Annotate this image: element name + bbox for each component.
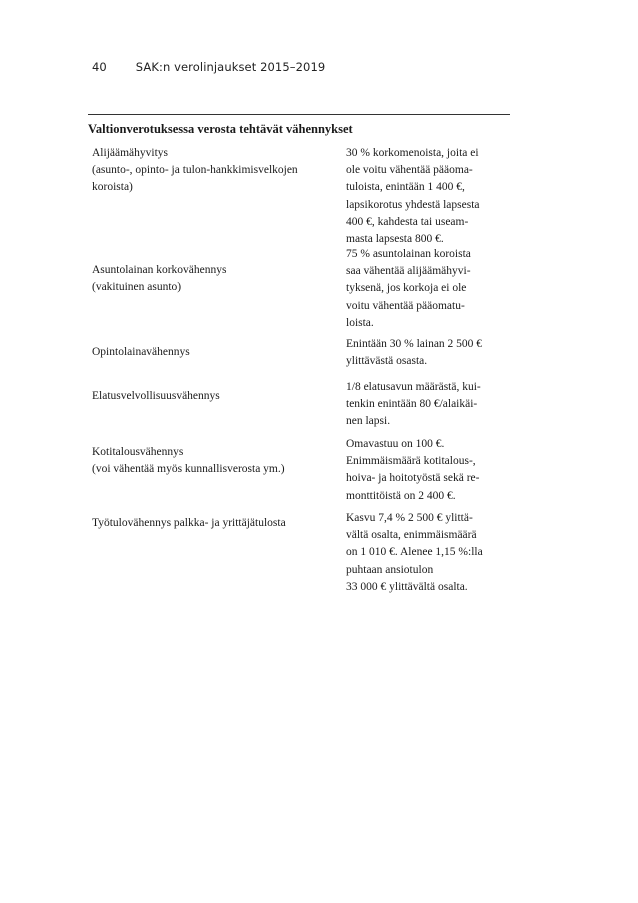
cell-line: (voi vähentää myös kunnallisverosta ym.) (92, 463, 285, 476)
running-title: SAK:n verolinjaukset 2015–2019 (135, 60, 326, 74)
cell-line: tenkin enintään 80 €/alaikäi- (346, 398, 478, 411)
cell-line: 1/8 elatusavun määrästä, kui- (346, 381, 481, 393)
cell-line: nen lapsi. (346, 415, 391, 428)
deduction-name-cell (92, 262, 338, 296)
cell-line: ylittävästä osasta. (346, 355, 428, 368)
cell-line: masta lapsesta 800 €. (346, 233, 444, 246)
cell-line: Kotitalousvähennys (92, 446, 184, 458)
cell-line: koroista) (92, 181, 133, 194)
table-title: Valtionverotuksessa verosta tehtävät vähennykset (88, 122, 353, 136)
cell-line: monttitöistä on 2 400 €. (346, 489, 456, 502)
cell-line: loista. (346, 316, 374, 329)
cell-line: Asuntolainan korkovähennys (92, 264, 227, 276)
deduction-name-cell (92, 145, 338, 197)
cell-line: on 1 010 €. Alenee 1,15 %:lla (346, 546, 483, 559)
cell-line: 400 €, kahdesta tai useam- (346, 215, 469, 228)
deduction-detail-cell (346, 145, 514, 248)
horizontal-rule (88, 114, 510, 115)
cell-line: Elatusvelvollisuusvähennys (92, 390, 220, 402)
cell-line: Työtulovähennys palkka- ja yrittäjätulosta (92, 517, 286, 529)
cell-line: Enintään 30 % lainan 2 500 € (346, 338, 483, 350)
deduction-name-cell (92, 344, 338, 361)
deduction-detail-cell (346, 336, 514, 370)
cell-line: vältä osalta, enimmäismäärä (346, 529, 477, 542)
cell-line: 33 000 € ylittävältä osalta. (346, 580, 468, 593)
cell-line: tyksenä, jos korkoja ei ole (346, 282, 467, 295)
deduction-detail-cell (346, 379, 514, 431)
cell-line: lapsikorotus yhdestä lapsesta (346, 198, 480, 211)
cell-line: tuloista, enintään 1 400 €, (346, 181, 465, 194)
cell-line: voitu vähentää pääomatu- (346, 299, 465, 312)
cell-line: Kasvu 7,4 % 2 500 € ylittä- (346, 512, 473, 524)
deduction-name-cell (92, 388, 338, 405)
cell-line: Alijäämähyvitys (92, 147, 169, 159)
cell-line: Omavastuu on 100 €. (346, 438, 445, 450)
deduction-detail-cell (346, 246, 514, 332)
cell-line: saa vähentää alijäämähyvi- (346, 265, 471, 278)
page-number: 40 (92, 60, 107, 74)
deduction-detail-cell (346, 436, 514, 505)
cell-line: hoiva- ja hoitotyöstä sekä re- (346, 472, 480, 485)
cell-line: Opintolainavähennys (92, 346, 190, 358)
cell-line: (asunto-, opinto- ja tulon-hankkimisvelkojen (92, 164, 298, 177)
cell-line: 30 % korkomenoista, joita ei (346, 147, 479, 159)
cell-line: 75 % asuntolainan koroista (346, 248, 471, 260)
deduction-name-cell (92, 444, 338, 478)
cell-line: Enimmäismäärä kotitalous-, (346, 455, 476, 468)
cell-line: (vakituinen asunto) (92, 281, 182, 294)
cell-line: puhtaan ansiotulon (346, 563, 434, 576)
page-header (92, 60, 325, 74)
deduction-detail-cell (346, 510, 514, 596)
cell-line: ole voitu vähentää pääoma- (346, 164, 473, 177)
deduction-name-cell (92, 515, 338, 532)
